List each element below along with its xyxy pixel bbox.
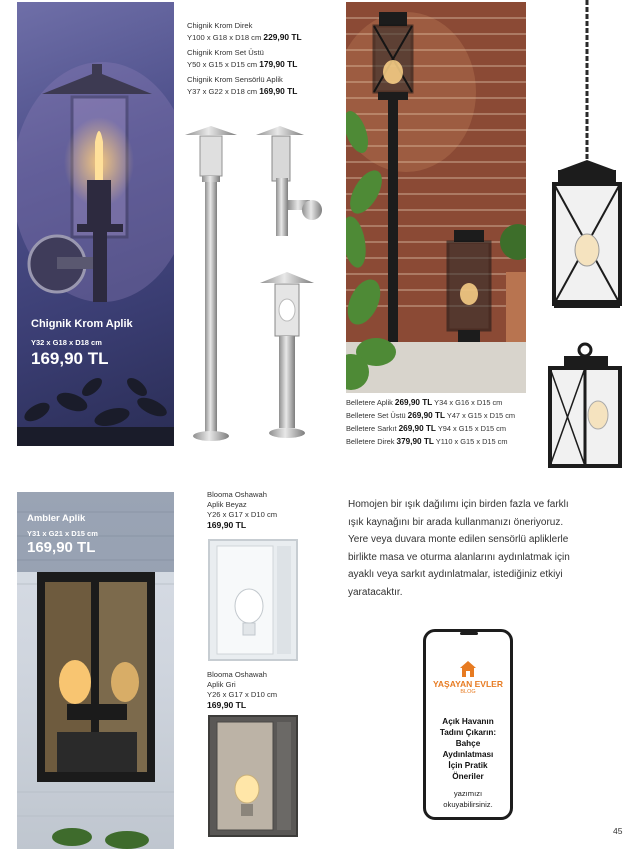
oshawah-white-line1: Blooma Oshawah <box>207 490 267 499</box>
chignik-aplik-photo <box>17 2 174 446</box>
chignik-aplik-dims: Y32 x G18 x D18 cm <box>31 338 102 347</box>
chignik-setustu-name: Chignik Krom Set Üstü <box>187 48 264 57</box>
chignik-direk-name: Chignik Krom Direk <box>187 21 253 30</box>
oshawah-white-line2: Aplik Beyaz <box>207 500 247 509</box>
belletere-illustration <box>346 2 526 393</box>
chignik-setustu-product <box>260 272 314 438</box>
phone-notch <box>460 632 478 635</box>
belletere-aplik-spec <box>346 398 502 407</box>
belletere-setustu-name: Belletere Set Üstü <box>346 411 406 420</box>
ambler-aplik-price: 169,90 TL <box>27 539 96 556</box>
paragraph-line: ışık kaynağını bir arada kullanmanızı öneriyoruz. <box>348 516 564 528</box>
chignik-sensorlu-price: 169,90 TL <box>259 85 298 96</box>
intro-paragraph <box>348 496 608 601</box>
chignik-products-illustration <box>180 118 340 448</box>
belletere-direk-price: 379,90 TL <box>396 437 434 446</box>
chignik-direk-product <box>185 126 237 441</box>
ambler-aplik-dims: Y31 x G21 x D15 cm <box>27 529 98 538</box>
chignik-list-item <box>187 48 297 70</box>
belletere-direk-spec <box>346 437 508 446</box>
oshawah-grey-dims: Y26 x G17 x D10 cm <box>207 690 278 699</box>
belletere-setustu-spec <box>346 411 515 420</box>
title-line: Açık Havanın <box>442 717 494 726</box>
belletere-sarkit-name: Belletere Sarkıt <box>346 424 397 433</box>
foot-line: okuyabilirsiniz. <box>443 800 493 809</box>
title-line: Tadını Çıkarın: <box>439 728 497 737</box>
belletere-sarkit-spec <box>346 424 506 433</box>
paragraph-line: birlikte masa ve oturma alanlarını aydınlatmak için <box>348 551 570 563</box>
chignik-aplik-illustration <box>17 2 174 446</box>
blog-sub: BLOG <box>460 689 476 695</box>
belletere-aplik-price: 269,90 TL <box>394 398 433 407</box>
belletere-products-illustration <box>540 0 630 475</box>
title-line: Aydınlatması <box>442 750 494 759</box>
belletere-sarkit-product <box>554 0 620 308</box>
ambler-aplik-name: Ambler Aplik <box>27 513 86 524</box>
chignik-sensorlu-product <box>256 126 322 236</box>
oshawah-white-spec <box>207 490 277 531</box>
belletere-sarkit-price: 269,90 TL <box>398 424 436 433</box>
oshawah-white-price: 169,90 TL <box>207 520 247 530</box>
chignik-list-item <box>187 75 297 97</box>
chignik-list-item <box>187 21 302 43</box>
belletere-setustu-price: 269,90 TL <box>407 411 445 420</box>
chignik-sensorlu-name: Chignik Krom Sensörlü Aplik <box>187 75 283 84</box>
chignik-setustu-price: 179,90 TL <box>259 58 298 69</box>
chignik-direk-price: 229,90 TL <box>263 31 302 42</box>
title-line: Öneriler <box>452 772 484 781</box>
oshawah-grey-line2: Aplik Gri <box>207 680 236 689</box>
paragraph-line: Homojen bir ışık dağılımı için birden fazla ve farklı <box>348 499 569 510</box>
foot-line: yazımızı <box>453 789 483 798</box>
belletere-setustu-dims: Y47 x G15 x D15 cm <box>446 411 516 420</box>
chignik-aplik-price: 169,90 TL <box>31 349 109 368</box>
title-line: İçin Pratik <box>448 761 488 770</box>
oshawah-white-dims: Y26 x G17 x D10 cm <box>207 510 278 519</box>
blog-name: YAŞAYAN EVLER <box>433 679 503 689</box>
chignik-sensorlu-dims: Y37 x G22 x D18 cm <box>187 86 258 96</box>
chignik-setustu-dims: Y50 x G15 x D15 cm <box>187 59 258 69</box>
blog-article-title <box>429 716 507 782</box>
oshawah-grey-price: 169,90 TL <box>207 700 247 710</box>
oshawah-grey-product <box>207 714 299 839</box>
house-icon <box>459 660 477 678</box>
paragraph-line: Yere veya duvara monte edilen sensörlü apliklerle <box>348 534 569 545</box>
page-number: 45 <box>613 826 623 836</box>
title-line: Bahçe <box>455 739 481 748</box>
oshawah-white-product <box>207 538 299 663</box>
oshawah-grey-spec <box>207 670 277 711</box>
belletere-photo <box>346 2 526 393</box>
paragraph-line: yaratacaktır. <box>348 586 403 598</box>
belletere-direk-dims: Y110 x G15 x D15 cm <box>435 437 508 446</box>
oshawah-grey-line1: Blooma Oshawah <box>207 670 267 679</box>
paragraph-line: ayaklı veya sarkıt aydınlatmalar, istediğiniz etkiyi <box>348 569 563 580</box>
blog-read-note <box>429 788 507 810</box>
belletere-direk-name: Belletere Direk <box>346 437 395 446</box>
belletere-aplik-dims: Y34 x G16 x D15 cm <box>434 398 503 407</box>
belletere-aplik-product <box>550 344 620 466</box>
chignik-aplik-name: Chignik Krom Aplik <box>31 318 133 330</box>
chignik-direk-dims: Y100 x G18 x D18 cm <box>187 32 262 42</box>
belletere-sarkit-dims: Y94 x G15 x D15 cm <box>437 424 507 433</box>
belletere-aplik-name: Belletere Aplik <box>346 398 393 407</box>
